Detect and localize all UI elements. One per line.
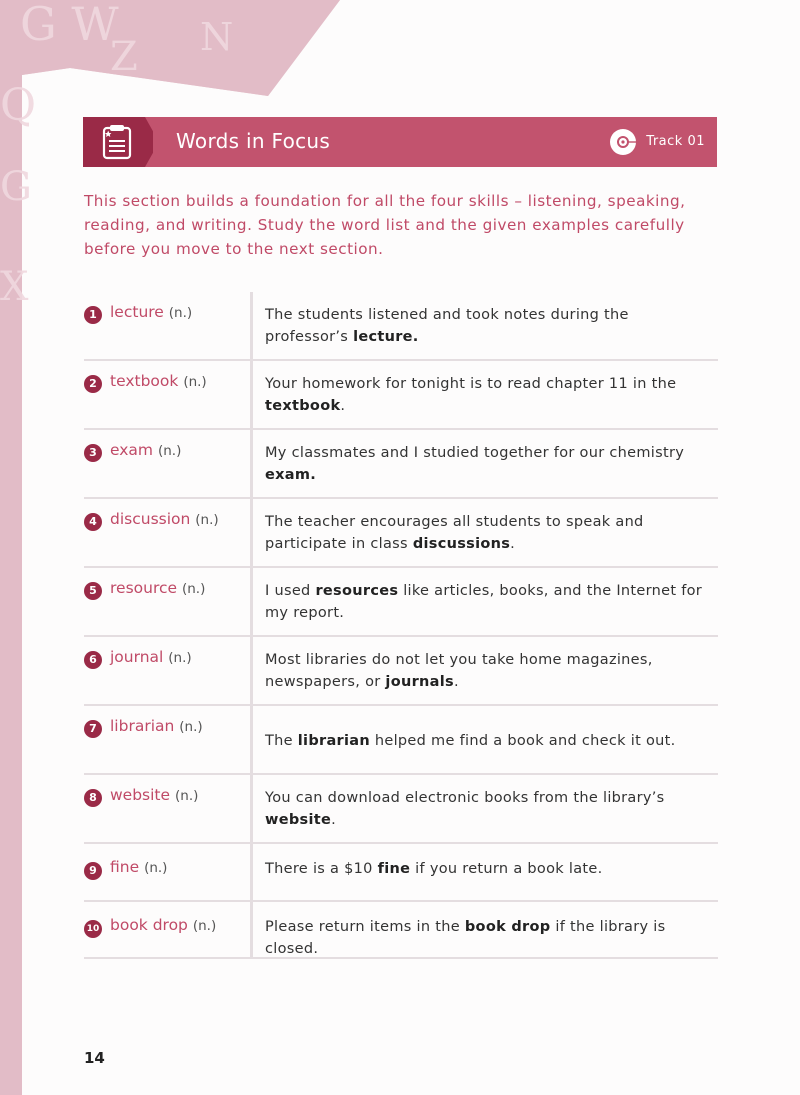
word-row (84, 430, 718, 499)
vocab-word (110, 441, 181, 459)
vocab-word (110, 579, 205, 597)
word-cell (84, 844, 253, 900)
sentence-text: . (331, 812, 336, 828)
banner-title: Words in Focus (176, 129, 331, 153)
word-row (84, 775, 718, 844)
svg-text:G: G (0, 164, 32, 210)
part-of-speech: (n.) (179, 719, 203, 735)
vocab-word-text: discussion (110, 510, 191, 528)
vocab-word (110, 717, 203, 735)
word-number-badge: 8 (84, 789, 102, 807)
sentence-text: The teacher encourages all students to speak and participate in class (265, 514, 644, 552)
section-banner (83, 117, 717, 167)
highlighted-word: exam. (265, 467, 317, 483)
part-of-speech: (n.) (144, 860, 168, 876)
word-cell (84, 775, 253, 842)
vocab-word-text: lecture (110, 303, 164, 321)
highlighted-word: resources (315, 583, 399, 599)
part-of-speech: (n.) (175, 788, 199, 804)
sentence-text: if you return a book late. (410, 861, 603, 877)
sentence-text: . (340, 398, 346, 414)
example-sentence (265, 858, 715, 880)
svg-text:Z: Z (110, 34, 138, 80)
highlighted-word: book drop (464, 919, 551, 935)
sentence-text: Please return items in the (265, 919, 465, 935)
sentence-text: I used (265, 583, 316, 599)
sentence-text: My classmates and I studied together for our chemistry (265, 445, 685, 461)
highlighted-word: librarian (297, 733, 370, 749)
vocab-word-text: fine (110, 858, 140, 876)
word-row (84, 844, 718, 902)
sentence-text: There is a $10 (265, 861, 378, 877)
sentence-text: . (453, 674, 459, 690)
word-number-badge: 9 (84, 862, 102, 880)
word-cell (84, 292, 253, 359)
highlighted-word: discussions (412, 536, 511, 552)
word-row (84, 902, 718, 959)
word-cell (84, 499, 253, 566)
part-of-speech: (n.) (157, 443, 182, 459)
sentence-text: Your homework for tonight is to read chapter 11 in the (265, 376, 677, 392)
vocab-word (110, 858, 167, 876)
cd-icon (609, 128, 637, 156)
vocab-word (110, 916, 216, 934)
vocab-word (110, 648, 192, 666)
vocab-word-text: journal (110, 648, 164, 666)
sentence-text: . (510, 536, 516, 552)
track-label: Track 01 (646, 134, 705, 149)
vocab-word-text: textbook (110, 372, 179, 390)
vocab-word-text: exam (110, 441, 154, 459)
part-of-speech: (n.) (183, 374, 207, 390)
svg-text:G W: G W (20, 0, 119, 51)
svg-text:N: N (200, 15, 234, 59)
word-cell (84, 902, 253, 957)
vocab-word-text: website (110, 786, 171, 804)
word-cell (84, 706, 253, 773)
document-icon (83, 117, 153, 167)
word-row (84, 568, 718, 637)
sentence-text: helped me find a book and check it out. (369, 733, 676, 749)
word-list (84, 292, 718, 959)
word-row (84, 292, 718, 361)
sentence-text: like articles, books, and the Internet for my report. (265, 583, 703, 621)
part-of-speech: (n.) (181, 581, 206, 597)
word-cell (84, 430, 253, 497)
word-number-badge: 5 (84, 582, 102, 600)
word-cell (84, 361, 253, 428)
highlighted-word: website (265, 812, 332, 828)
example-sentence (265, 916, 715, 960)
sentence-text: You can download electronic books from the library’s (265, 790, 665, 806)
sentence-text: Most libraries do not let you take home magazines, newspapers, or (265, 652, 653, 690)
highlighted-word: journals (385, 674, 454, 690)
word-row (84, 499, 718, 568)
part-of-speech: (n.) (195, 512, 219, 528)
vocab-word-text: librarian (110, 717, 175, 735)
word-number-badge: 4 (84, 513, 102, 531)
example-sentence (265, 787, 715, 831)
vocab-word-text: book drop (110, 916, 188, 934)
word-number-badge: 6 (84, 651, 102, 669)
example-sentence (265, 580, 715, 624)
part-of-speech: (n.) (192, 918, 217, 934)
vocab-word (110, 303, 192, 321)
example-sentence (265, 373, 715, 417)
svg-text:Q: Q (0, 80, 37, 131)
highlighted-word: textbook (265, 398, 341, 414)
intro-paragraph: This section builds a foundation for all the four skills – listening, speaking, reading, and writing. Study the word list and the given examples carefully before you move to the next section. (84, 192, 686, 258)
vocab-word (110, 786, 198, 804)
vocab-word (110, 510, 219, 528)
highlighted-word: fine (377, 861, 411, 877)
word-number-badge: 3 (84, 444, 102, 462)
sentence-text: The (265, 733, 298, 749)
word-number-badge: 2 (84, 375, 102, 393)
example-sentence (265, 442, 715, 486)
word-cell (84, 637, 253, 704)
word-number-badge: 10 (84, 920, 102, 938)
example-sentence (265, 511, 715, 555)
example-sentence (265, 304, 715, 348)
word-row (84, 637, 718, 706)
example-sentence (265, 649, 715, 693)
highlighted-word: lecture. (353, 329, 419, 345)
page-number: 14 (84, 1049, 105, 1067)
part-of-speech: (n.) (168, 650, 192, 666)
word-number-badge: 7 (84, 720, 102, 738)
word-row (84, 706, 718, 775)
svg-text:X: X (0, 264, 29, 310)
word-row (84, 361, 718, 430)
part-of-speech: (n.) (168, 305, 193, 321)
sentence-text: The students listened and took notes during the professor’s (265, 307, 629, 345)
example-sentence (265, 730, 715, 752)
vocab-word-text: resource (110, 579, 178, 597)
word-cell (84, 568, 253, 635)
vocab-word (110, 372, 207, 390)
word-number-badge: 1 (84, 306, 102, 324)
sentence-text: if the library is closed. (265, 919, 666, 957)
